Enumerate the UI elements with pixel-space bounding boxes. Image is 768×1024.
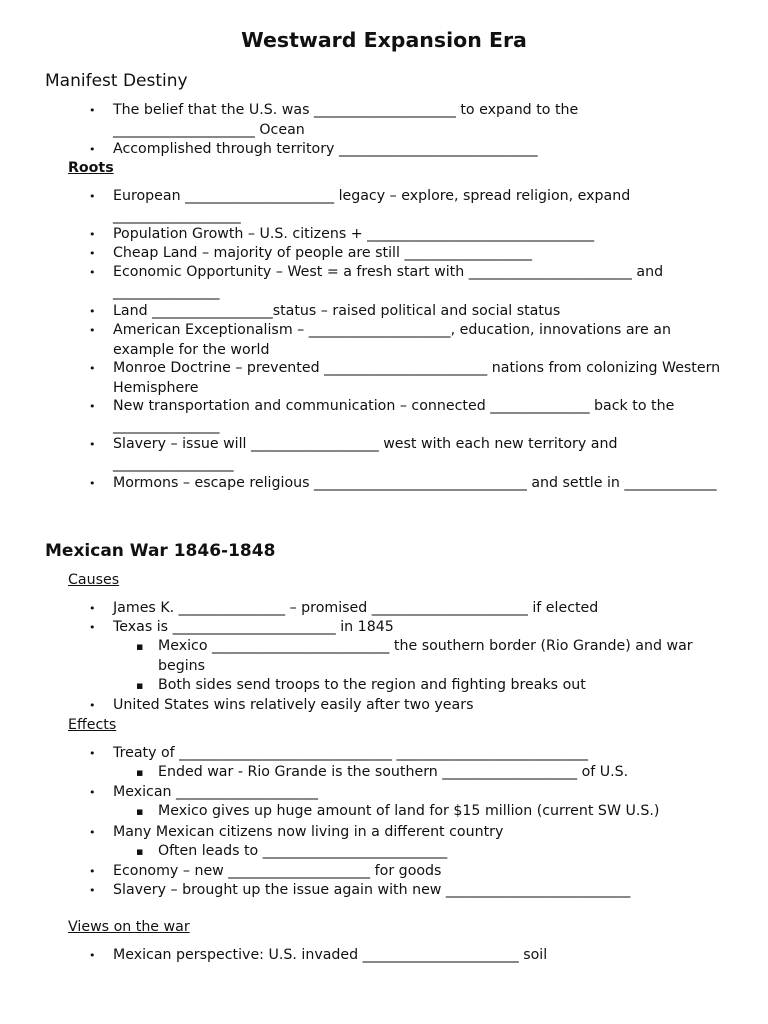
- list-item: • Mexican ____________________: [113, 783, 723, 803]
- sub-list-item: ▪ Mexico _________________________ the southern border (Rio Grande) and war begins: [158, 637, 718, 676]
- list-item: • New transportation and communication – connected ______________ back to the _______________: [113, 397, 723, 436]
- heading-views-on-the-war: Views on the war: [68, 919, 190, 935]
- list-item: • United States wins relatively easily after two years: [113, 696, 723, 716]
- heading-causes: Causes: [68, 572, 120, 588]
- list-item: • Treaty of ______________________________ ___________________________: [113, 744, 723, 764]
- list-item: • Economy – new ____________________ for goods: [113, 862, 723, 882]
- sub-list-item: ▪ Both sides send troops to the region and fighting breaks out: [158, 676, 718, 696]
- list-item: • European _____________________ legacy – explore, spread religion, expand __________________: [113, 187, 723, 226]
- list-item: • Land _________________status – raised political and social status: [113, 302, 723, 322]
- list-item: • Cheap Land – majority of people are still __________________: [113, 244, 723, 264]
- heading-mexican-war: Mexican War 1846-1848: [45, 541, 276, 561]
- heading-roots: Roots: [68, 160, 114, 176]
- sub-list-item: ▪ Often leads to __________________________: [158, 842, 718, 862]
- list-item: • Population Growth – U.S. citizens + ________________________________: [113, 225, 723, 245]
- sub-list-item: ▪ Ended war - Rio Grande is the southern ___________________ of U.S.: [158, 763, 718, 783]
- list-item: • Mexican perspective: U.S. invaded ______________________ soil: [113, 946, 723, 966]
- page-title: Westward Expansion Era: [241, 28, 527, 52]
- list-item: • Slavery – issue will __________________ west with each new territory and _________________: [113, 435, 723, 474]
- list-item: • James K. _______________ – promised ______________________ if elected: [113, 599, 723, 619]
- list-item: • Texas is _______________________ in 1845: [113, 618, 723, 638]
- list-item: • Slavery – brought up the issue again with new __________________________: [113, 881, 723, 901]
- list-item: • Many Mexican citizens now living in a different country: [113, 823, 723, 843]
- list-item: • American Exceptionalism – ____________________, education, innovations are an example for the world: [113, 321, 723, 360]
- list-item: • The belief that the U.S. was ____________________ to expand to the ____________________ Ocean: [113, 101, 723, 140]
- list-item: • Accomplished through territory ____________________________: [113, 140, 723, 160]
- heading-effects: Effects: [68, 717, 117, 733]
- list-item: • Economic Opportunity – West = a fresh start with _______________________ and _______________: [113, 263, 723, 302]
- sub-list-item: ▪ Mexico gives up huge amount of land for $15 million (current SW U.S.): [158, 802, 718, 822]
- list-item: • Monroe Doctrine – prevented _______________________ nations from colonizing Western Hemisphere: [113, 359, 723, 398]
- heading-manifest-destiny: Manifest Destiny: [45, 71, 188, 91]
- list-item: • Mormons – escape religious ______________________________ and settle in _____________: [113, 474, 723, 494]
